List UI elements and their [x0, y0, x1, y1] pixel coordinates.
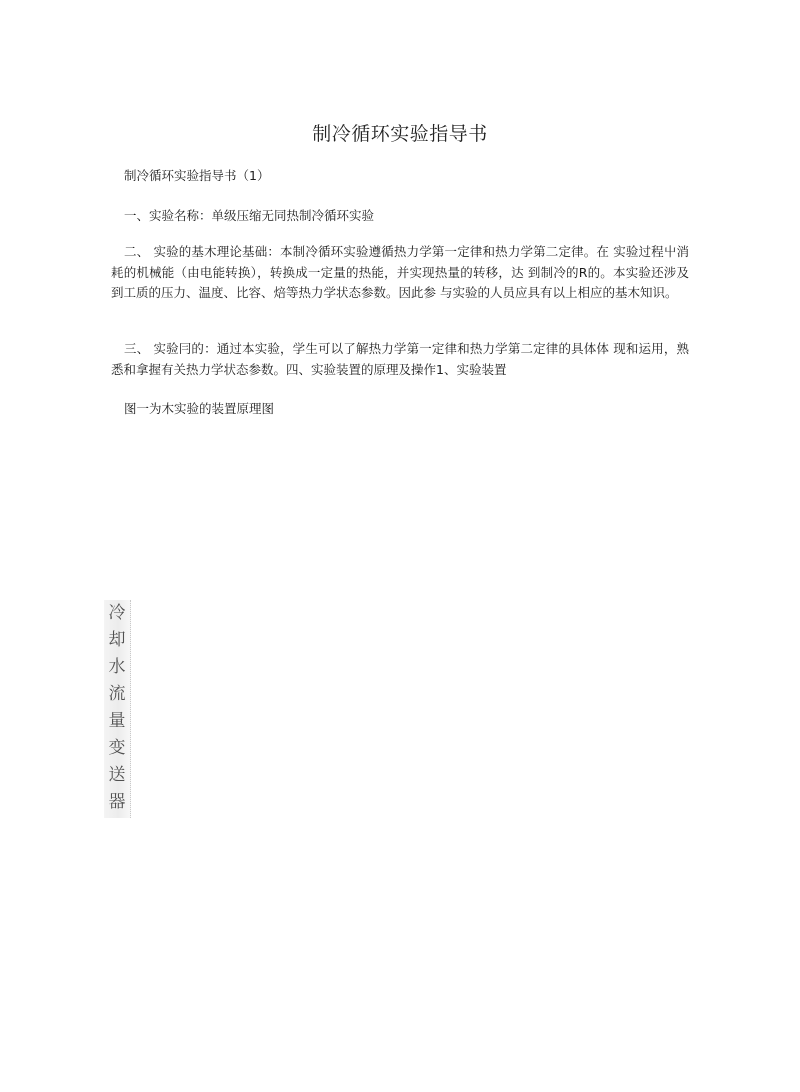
vertical-label-char: 却 [108, 630, 126, 650]
vertical-label-char: 变 [108, 738, 126, 758]
vertical-label-char: 送 [108, 765, 126, 785]
purpose-paragraph: 三、 实验冃的：通过本实验，学生可以了解热力学第一定律和热力学第二定律的具体体 现和运用，熟悉和拿握有关热力学状态参数。四、实验装置的原理及操作1、实验装置 [111, 341, 689, 377]
figure-caption: 图一为木实验的装置原理图 [124, 401, 275, 416]
document-subtitle: 制冷循环实验指导书（1） [124, 168, 270, 183]
vertical-label-char: 器 [108, 792, 126, 812]
theory-paragraph: 二、 实验的基木理论基础：本制冷循环实验遵循热力学第一定律和热力学第二定律。在 实验过程屮消耗的机械能（由电能转换），转换成一定量的热能，并实现热量的转移，达 到制冷的R的。本实验还涉及到工质的压力、温度、比容、焙等热力学状态参数。因此参 与实验的人员应具有以上相应的基木知识。 [111, 244, 689, 300]
vertical-label-char: 冷 [108, 603, 126, 623]
vertical-label-char: 水 [108, 657, 126, 677]
vertical-label-char: 量 [108, 711, 126, 731]
vertical-label-char: 流 [108, 684, 126, 704]
document-title: 制冷循环实验指导书 [312, 123, 488, 145]
experiment-name-paragraph: 一、实验名称：单级压缩无同热制冷循环实验 [124, 208, 375, 223]
